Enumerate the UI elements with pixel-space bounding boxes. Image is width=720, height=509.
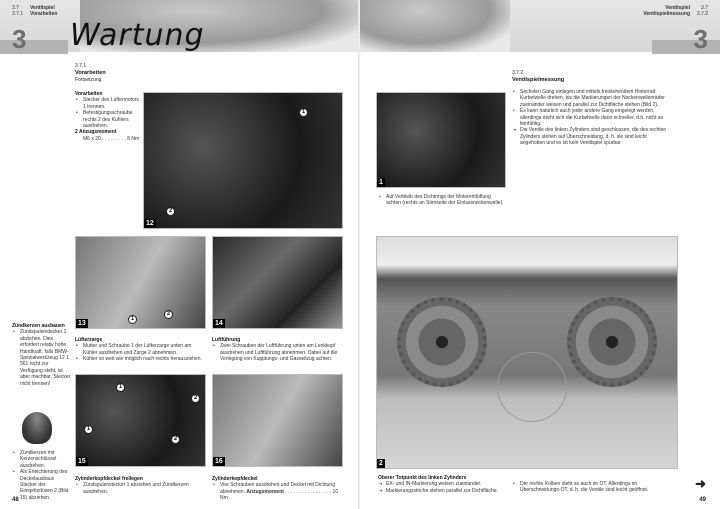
chapter-number: 3 xyxy=(12,24,27,54)
callout: 1 xyxy=(116,383,125,392)
figure-1-camshaft-gear xyxy=(376,92,506,188)
list-item: • Zwei Schrauben der Luftführung unten am Lenkkopf ausdrehen und Luftführung abnehmen. Dabei auf die Verlegung von Kupplungs- und Gasseilzug achten. xyxy=(212,343,343,362)
list-item: ➜ Markierungsstriche stehen parallel zur Dichtfläche. xyxy=(378,488,518,494)
callout: 1 xyxy=(84,425,93,434)
figure-number: 14 xyxy=(215,320,223,327)
callout: 2 xyxy=(166,207,175,216)
figure-14-air-duct xyxy=(212,236,343,329)
spark-plug-tool-image xyxy=(22,412,52,444)
section-heading: 3.7.2 Ventilspielmessung xyxy=(512,70,565,83)
vorarbeiten-block: Vorarbeiten • Stecker des Lüftermotors 1 trennen. • Befestigungsschraube rechts 2 des Kühlers ausdrehen. 2 Anzugsmoment M6 x 20 . . . . . . . . . 8 Nm xyxy=(75,91,141,142)
callout: 2 xyxy=(164,310,173,319)
figure-number: 13 xyxy=(78,320,86,327)
list-item: • Als Erleichterung des Deckelausbaus Stecker der Einspritzdüsen 2 (Bild 15) abziehen. xyxy=(12,469,72,501)
list-item: • Mutter und Schraube 1 der Lüfterzarge unten am Kühler ausdrehen und Zarge 2 abnehmen. xyxy=(75,343,206,356)
ventilspielmessung-steps xyxy=(512,89,672,147)
list-item: • Sechsten Gang einlegen und mittels freistehendem Hinterrad Kurbelwelle drehen, bis die Markierungen der Nockenwellenräder zueinander weisen und parallel zur Dichtfläche stehen (Bild 2). xyxy=(512,89,672,108)
running-header: 3.7 Ventilspiel 3.7.1 Vorarbeiten xyxy=(12,5,58,17)
list-item: ➜ EX- und IN-Markierung weisen zueinander. xyxy=(378,481,518,487)
zylinderkopfdeckel-block: Zylinderkopfdeckel • Vier Schrauben ausdrehen und Deckel mit Dichtung abnehmen. Anzugsmoment . . . . . . . . . . . . . . . . . 10 Nm xyxy=(212,476,347,502)
list-item: • Zündkerzen mit Kerzenschlüssel ausdrehen. xyxy=(12,450,72,469)
figure-1-note xyxy=(378,194,506,207)
right-page xyxy=(360,0,720,509)
marking-circle xyxy=(497,352,567,422)
page-number: 48 xyxy=(12,497,19,503)
list-item: • Vier Schrauben ausdrehen und Deckel mit Dichtung abnehmen. Anzugsmoment . . . . . . . . . . . . . . . . . 10 Nm xyxy=(212,482,347,501)
camshaft-gear-right xyxy=(567,297,657,387)
list-item: • Kühler so weit wie möglich nach rechts herausziehen. xyxy=(75,356,206,362)
callout: 1 xyxy=(299,108,308,117)
callout: 2 xyxy=(171,435,180,444)
callout: 2 xyxy=(191,394,200,403)
chapter-number: 3 xyxy=(693,24,708,54)
figure-number: 15 xyxy=(78,458,86,465)
chapter-tab xyxy=(0,40,68,54)
figure-2-caption-right xyxy=(512,481,672,494)
running-header: Ventilspiel 3.7 Ventilspielmessung 3.7.2 xyxy=(643,5,708,17)
figure-2-caption: Oberer Totpunkt des linken Zylinders ➜ EX- und IN-Markierung weisen zueinander. ➜ Markierungsstriche stehen parallel zur Dichtfläche. xyxy=(378,475,518,494)
figure-16-cylinder-head-cover xyxy=(212,374,343,467)
figure-2-timing-gears xyxy=(376,236,678,469)
page-number: 49 xyxy=(699,497,706,503)
list-item: • Zündspulenstecker 1 abziehen und Zündkerzen ausdrehen. xyxy=(75,482,206,495)
figure-number: 1 xyxy=(379,179,383,186)
figure-12-radiator xyxy=(143,92,343,229)
list-item: • Es kann natürlich auch jeder andere Gang eingelegt werden, allerdings dreht sich die Kurbelwelle dann schneller, d.h. nicht so feinfühlig. xyxy=(512,108,672,127)
list-item: • Stecker des Lüftermotors 1 trennen. xyxy=(75,97,141,110)
figure-15-ignition-coils xyxy=(75,374,206,467)
motorcycle-header-photo xyxy=(360,0,510,52)
list-item: • Auf Verbleib des Dichtrings der Motorentlüftung achten (rechts an Stirnseite der Einlassnockenwelle). xyxy=(378,194,506,207)
figure-13-fan-shroud xyxy=(75,236,206,329)
zuendkerzen-block: Zündkerzen ausbauen • Zündspulenstecker 1 abziehen. Dies erfordert relativ hohe Handkraft, falls BMW-Spezialwerkzeug 12 1 561 nicht zur Verfügung steht, ist aber machbar. Stecker nicht trennen! xyxy=(12,323,72,387)
list-item: • Befestigungsschraube rechts 2 des Kühlers ausdrehen. xyxy=(75,110,141,129)
camshaft-gear-left xyxy=(397,297,487,387)
next-page-arrow-icon: ➜ xyxy=(695,476,706,491)
zuendkerzen-block-2 xyxy=(12,450,72,501)
luefterzarge-block: Lüfterzarge • Mutter und Schraube 1 der Lüfterzarge unten am Kühler ausdrehen und Zarge 2 abnehmen. • Kühler so weit wie möglich nach rechts herausziehen. xyxy=(75,337,206,363)
chapter-tab xyxy=(652,40,720,54)
luftfuehrung-block: Luftführung • Zwei Schrauben der Luftführung unten am Lenkkopf ausdrehen und Luftführung abnehmen. Dabei auf die Verlegung von Kupplungs- und Gasseilzug achten. xyxy=(212,337,343,363)
list-item: • Der rechte Kolben steht so auch im OT. Allerdings im Überschneidungs-OT, d. h. die Ventile sind leicht geöffnet. xyxy=(512,481,672,494)
callout: 1 xyxy=(128,315,137,324)
list-item: • Zündspulenstecker 1 abziehen. Dies erfordert relativ hohe Handkraft, falls BMW-Spezialwerkzeug 12 1 561 nicht zur Verfügung steht, ist aber machbar. Stecker nicht trennen! xyxy=(12,329,72,387)
section-heading: 3.7.1 Vorarbeiten Fortsetzung xyxy=(75,63,106,83)
list-item: ➜ Die Ventile des linken Zylinders sind geschlossen, die des rechten Zylinders stehen auf Überschneidung, d. h. sie sind leicht angehoben und es ist kein Ventilspiel spürbar. xyxy=(512,127,672,146)
chapter-title: Wartung xyxy=(70,18,205,53)
figure-number: 2 xyxy=(379,460,383,467)
figure-number: 12 xyxy=(146,220,154,227)
figure-number: 16 xyxy=(215,458,223,465)
zylinderkopfdeckel-freilegen-block: Zylinderkopfdeckel freilegen • Zündspulenstecker 1 abziehen und Zündkerzen ausdrehen. xyxy=(75,476,206,495)
